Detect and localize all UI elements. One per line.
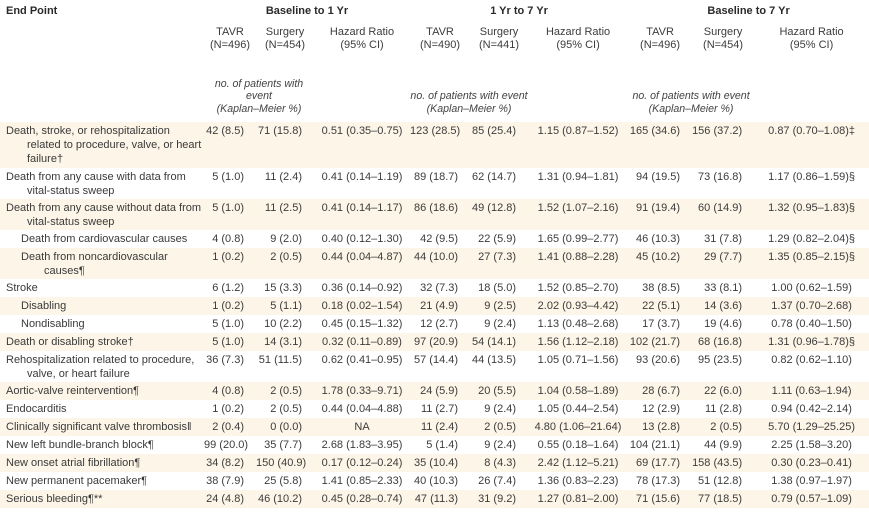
table-row [0,315,869,333]
value-cell: 25 (5.8) [264,475,302,487]
value-cell: 19 (4.6) [704,318,743,330]
hazard-ratio-cell: 0.17 (0.12–0.24) [321,457,403,469]
value-cell: 51 (11.5) [258,354,302,366]
value-cell: 15 (3.3) [264,282,302,294]
value-cell: 47 (11.3) [414,493,459,505]
value-cell: 99 (20.0) [204,439,249,451]
hazard-ratio-cell: 0.41 (0.14–1.19) [321,171,403,183]
table-row [0,279,869,297]
value-cell: 5 (1.0) [212,318,244,330]
endpoint-label: Death or disabling stroke† [6,336,134,348]
value-cell: 102 (21.7) [629,336,681,348]
value-cell: 11 (2.4) [420,421,459,433]
col-header-line2: (N=454) [264,39,306,51]
value-cell: 22 (5.1) [642,300,681,312]
value-cell: 4 (0.8) [212,233,244,245]
value-cell: 11 (2.8) [704,403,743,415]
hazard-ratio-cell: 2.02 (0.93–4.42) [537,300,619,312]
value-cell: 9 (2.0) [270,233,302,245]
value-cell: 0 (0.0) [270,421,302,433]
hazard-ratio-cell: 2.25 (1.58–3.20) [771,439,852,451]
value-cell: 22 (5.9) [478,233,517,245]
value-cell: 36 (7.3) [206,354,244,366]
value-cell: 71 (15.8) [257,125,302,137]
endpoint-label: New permanent pacemaker¶ [6,475,148,487]
hazard-ratio-cell: 1.52 (1.07–2.16) [537,202,619,214]
units-note-line2: (Kaplan–Meier %) [648,102,734,115]
spacer-cell [528,62,628,122]
value-cell: 34 (8.2) [206,457,244,469]
value-cell: 5 (1.0) [212,171,244,183]
hazard-ratio-cell: 0.82 (0.62–1.10) [771,354,852,366]
table-row [0,122,869,168]
value-cell: 22 (6.0) [704,385,743,397]
hazard-ratio-cell: 1.04 (0.58–1.89) [537,385,619,397]
hazard-ratio-cell: 1.27 (0.81–2.00) [537,493,619,505]
table-row [0,199,869,230]
value-cell: 54 (14.1) [472,336,517,348]
col-header-g3-hazard-ratio [754,26,869,62]
value-cell: 12 (2.9) [642,403,681,415]
value-cell: 18 (5.0) [478,282,517,294]
value-cell: 38 (7.9) [206,475,244,487]
value-cell: 9 (2.5) [484,300,517,312]
value-cell: 5 (1.1) [270,300,302,312]
col-header-line2: (N=441) [479,39,520,51]
units-note-line1: no. of patients with event [632,90,750,102]
value-cell: 20 (5.5) [478,385,517,397]
col-header-line2: (N=454) [703,39,744,51]
col-header-line2: (95% CI) [556,39,600,51]
value-cell: 1 (0.2) [212,403,244,415]
col-header-line1: TAVR [216,26,244,38]
value-cell: 21 (4.9) [420,300,459,312]
units-note-g3 [628,62,754,122]
value-cell: 33 (8.1) [704,282,743,294]
value-cell: 62 (14.7) [472,171,517,183]
value-cell: 9 (2.4) [484,439,517,451]
table-row [0,454,869,472]
units-note-line1: no. of patients with event [214,77,304,102]
col-header-g1-hazard-ratio [314,26,410,62]
col-header-g2-tavr [410,26,470,62]
endpoint-column-header: End Point [6,5,58,17]
value-cell: 5 (1.4) [426,439,459,451]
table-body [0,122,869,508]
hazard-ratio-cell: 1.31 (0.96–1.78)§ [768,336,855,348]
col-header-line1: TAVR [646,26,674,38]
value-cell: 78 (17.3) [636,475,681,487]
table-row [0,333,869,351]
units-note-row [0,62,869,122]
hazard-ratio-cell: 1.65 (0.99–2.77) [537,233,619,245]
endpoint-label: Nondisabling [21,318,85,330]
table-row [0,436,869,454]
units-note-line2: (Kaplan–Meier %) [426,102,512,115]
table-row [0,418,869,436]
endpoint-label: Disabling [21,300,67,312]
group-title-1yr-to-7yr: 1 Yr to 7 Yr [490,5,548,17]
value-cell: 73 (16.8) [698,171,743,183]
table-row [0,400,869,418]
hazard-ratio-cell: 1.78 (0.33–9.71) [321,385,403,397]
value-cell: 150 (40.9) [256,457,307,469]
value-cell: 1 (0.2) [212,300,244,312]
value-cell: 42 (8.5) [206,125,244,137]
value-cell: 29 (7.7) [704,251,743,263]
hazard-ratio-cell: 1.17 (0.86–1.59)§ [768,171,855,183]
hazard-ratio-cell: 1.52 (0.85–2.70) [537,282,619,294]
hazard-ratio-cell: 1.05 (0.44–2.54) [537,403,619,415]
value-cell: 2 (0.5) [270,251,302,263]
group-title-baseline-to-7yr: Baseline to 7 Yr [707,5,790,17]
endpoint-label: Rehospitalization related to procedure, valve, or heart failure [6,354,195,380]
hazard-ratio-cell: 0.45 (0.28–0.74) [321,493,403,505]
col-header-g3-tavr [628,26,692,62]
endpoint-label: New onset atrial fibrillation¶ [6,457,141,469]
value-cell: 4 (0.8) [212,385,244,397]
value-cell: 24 (5.9) [420,385,459,397]
hazard-ratio-cell: 0.87 (0.70–1.08)‡ [768,125,855,137]
units-note-line1: no. of patients with event [410,90,528,102]
table-row [0,490,869,508]
hazard-ratio-cell: 1.37 (0.70–2.68) [771,300,852,312]
value-cell: 1 (0.2) [212,251,244,263]
table-row [0,351,869,382]
hazard-ratio-cell: 1.32 (0.95–1.83)§ [768,202,855,214]
spacer-cell [0,26,204,62]
hazard-ratio-cell: 2.68 (1.83–3.95) [321,439,403,451]
hazard-ratio-cell: 1.35 (0.85–2.15)§ [768,251,855,263]
table-row [0,297,869,315]
hazard-ratio-cell: 0.44 (0.04–4.88) [321,403,403,415]
endpoint-label: Death from noncardiovascular causes¶ [21,251,168,277]
hazard-ratio-cell: 4.80 (1.06–21.64) [534,421,622,433]
value-cell: 165 (34.6) [629,125,681,137]
col-header-line1: Hazard Ratio [329,26,395,38]
value-cell: 156 (37.2) [692,125,743,137]
hazard-ratio-cell: 0.18 (0.02–1.54) [321,300,403,312]
value-cell: 2 (0.5) [710,421,743,433]
value-cell: 11 (2.7) [420,403,459,415]
value-cell: 45 (10.2) [636,251,681,263]
value-cell: 6 (1.2) [212,282,244,294]
value-cell: 5 (1.0) [212,202,244,214]
endpoint-label: Aortic-valve reintervention¶ [6,385,140,397]
units-note-g1 [204,62,314,122]
col-header-g3-surgery [692,26,754,62]
value-cell: 40 (10.3) [414,475,459,487]
col-header-line1: Hazard Ratio [545,26,611,38]
hazard-ratio-cell: 1.00 (0.62–1.59) [771,282,852,294]
value-cell: 89 (18.7) [414,171,459,183]
hazard-ratio-cell: 0.44 (0.04–4.87) [321,251,403,263]
endpoint-label: Serious bleeding¶** [6,493,103,505]
value-cell: 46 (10.3) [636,233,681,245]
group-title-baseline-to-1yr: Baseline to 1 Yr [265,5,349,17]
endpoint-label: New left bundle-branch block¶ [6,439,154,451]
hazard-ratio-cell: 1.29 (0.82–2.04)§ [768,233,855,245]
hazard-ratio-cell: 0.30 (0.23–0.41) [771,457,852,469]
hazard-ratio-cell: 0.62 (0.41–0.95) [321,354,403,366]
value-cell: 31 (7.8) [704,233,743,245]
value-cell: 44 (10.0) [414,251,459,263]
hazard-ratio-cell: 0.45 (0.15–1.32) [321,318,403,330]
spacer-cell [0,62,204,122]
col-header-g1-tavr [204,26,256,62]
col-header-g2-hazard-ratio [528,26,628,62]
hazard-ratio-cell: 1.36 (0.83–2.23) [537,475,619,487]
value-cell: 44 (9.9) [704,439,743,451]
value-cell: 46 (10.2) [257,493,302,505]
value-cell: 2 (0.5) [484,421,517,433]
value-cell: 14 (3.1) [264,336,302,348]
hazard-ratio-cell: 1.31 (0.94–1.81) [537,171,619,183]
value-cell: 60 (14.9) [698,202,743,214]
units-note-line2: (Kaplan–Meier %) [216,102,302,115]
col-header-line2: (95% CI) [340,39,384,51]
value-cell: 28 (6.7) [642,385,681,397]
value-cell: 32 (7.3) [420,282,459,294]
value-cell: 9 (2.4) [484,403,517,415]
value-cell: 85 (25.4) [472,125,517,137]
value-cell: 97 (20.9) [414,336,459,348]
value-cell: 31 (9.2) [478,493,517,505]
group-title-row [0,0,869,26]
value-cell: 77 (18.5) [698,493,743,505]
value-cell: 71 (15.6) [636,493,681,505]
col-header-g2-surgery [470,26,528,62]
value-cell: 44 (13.5) [472,354,517,366]
hazard-ratio-cell: 1.05 (0.71–1.56) [537,354,619,366]
value-cell: 91 (19.4) [636,202,681,214]
hazard-ratio-cell: 0.40 (0.12–1.30) [321,233,403,245]
value-cell: 8 (4.3) [484,457,517,469]
col-header-g1-surgery [256,26,314,62]
value-cell: 11 (2.5) [264,202,302,214]
hazard-ratio-cell: 0.55 (0.18–1.64) [537,439,619,451]
col-header-line1: Surgery [479,26,519,38]
value-cell: 10 (2.2) [264,318,302,330]
hazard-ratio-cell: 1.11 (0.63–1.94) [771,385,852,397]
value-cell: 12 (2.7) [420,318,459,330]
col-header-line1: Hazard Ratio [779,26,844,38]
col-header-line2: (95% CI) [789,39,834,51]
endpoint-label: Death from any cause without data from vital-status sweep [6,202,202,228]
value-cell: 94 (19.5) [636,171,681,183]
col-header-line1: Surgery [265,26,305,38]
table-row [0,382,869,400]
value-cell: 27 (7.3) [478,251,517,263]
hazard-ratio-cell: 0.32 (0.11–0.89) [322,336,402,348]
column-header-row [0,26,869,62]
value-cell: 24 (4.8) [206,493,244,505]
value-cell: 17 (3.7) [642,318,681,330]
value-cell: 51 (12.8) [698,475,743,487]
hazard-ratio-cell: 1.41 (0.85–2.33) [321,475,403,487]
spacer-cell [754,62,869,122]
value-cell: 69 (17.7) [636,457,681,469]
table-row [0,472,869,490]
col-header-line2: (N=490) [420,39,461,51]
value-cell: 35 (10.4) [414,457,459,469]
value-cell: 158 (43.5) [692,457,743,469]
table-row [0,230,869,248]
value-cell: 104 (21.1) [629,439,681,451]
value-cell: 86 (18.6) [414,202,459,214]
value-cell: 49 (12.8) [472,202,517,214]
value-cell: 35 (7.7) [264,439,302,451]
value-cell: 57 (14.4) [414,354,459,366]
value-cell: 13 (2.8) [642,421,681,433]
value-cell: 42 (9.5) [420,233,459,245]
value-cell: 5 (1.0) [212,336,244,348]
value-cell: 2 (0.4) [212,421,244,433]
hazard-ratio-cell: 0.51 (0.35–0.75) [321,125,403,137]
value-cell: 123 (28.5) [410,125,461,137]
hazard-ratio-cell: 0.41 (0.14–1.17) [321,202,403,214]
value-cell: 14 (3.6) [704,300,743,312]
value-cell: 26 (7.4) [478,475,517,487]
col-header-line1: TAVR [426,26,454,38]
hazard-ratio-cell: NA [354,421,370,433]
value-cell: 9 (2.4) [484,318,517,330]
value-cell: 2 (0.5) [270,385,302,397]
value-cell: 11 (2.4) [264,171,302,183]
endpoint-label: Death from any cause with data from vital-status sweep [6,171,186,197]
hazard-ratio-cell: 2.42 (1.12–5.21) [537,457,619,469]
value-cell: 95 (23.5) [698,354,743,366]
hazard-ratio-cell: 5.70 (1.29–25.25) [768,421,855,433]
hazard-ratio-cell: 1.15 (0.87–1.52) [537,125,619,137]
table-row [0,248,869,279]
value-cell: 38 (8.5) [642,282,681,294]
endpoint-label: Stroke [6,282,38,294]
hazard-ratio-cell: 1.56 (1.12–2.18) [537,336,619,348]
col-header-line2: (N=496) [209,39,251,51]
hazard-ratio-cell: 0.79 (0.57–1.09) [771,493,852,505]
value-cell: 93 (20.6) [636,354,681,366]
endpoint-label: Death from cardiovascular causes [21,233,188,245]
endpoint-label: Clinically significant valve thrombosis‖ [6,421,192,433]
spacer-cell [314,62,410,122]
hazard-ratio-cell: 1.13 (0.48–2.68) [537,318,619,330]
hazard-ratio-cell: 0.78 (0.40–1.50) [771,318,852,330]
col-header-line2: (N=496) [640,39,681,51]
units-note-g2 [410,62,528,122]
endpoint-label: Endocarditis [6,403,67,415]
hazard-ratio-cell: 0.94 (0.42–2.14) [771,403,852,415]
endpoint-label: Death, stroke, or rehospitalization related to procedure, valve, or heart failure† [6,125,202,165]
value-cell: 2 (0.5) [270,403,302,415]
hazard-ratio-cell: 1.38 (0.97–1.97) [771,475,852,487]
col-header-line1: Surgery [703,26,743,38]
value-cell: 68 (16.8) [698,336,743,348]
hazard-ratio-cell: 0.36 (0.14–0.92) [321,282,403,294]
table-row [0,168,869,199]
hazard-ratio-cell: 1.41 (0.88–2.28) [537,251,619,263]
